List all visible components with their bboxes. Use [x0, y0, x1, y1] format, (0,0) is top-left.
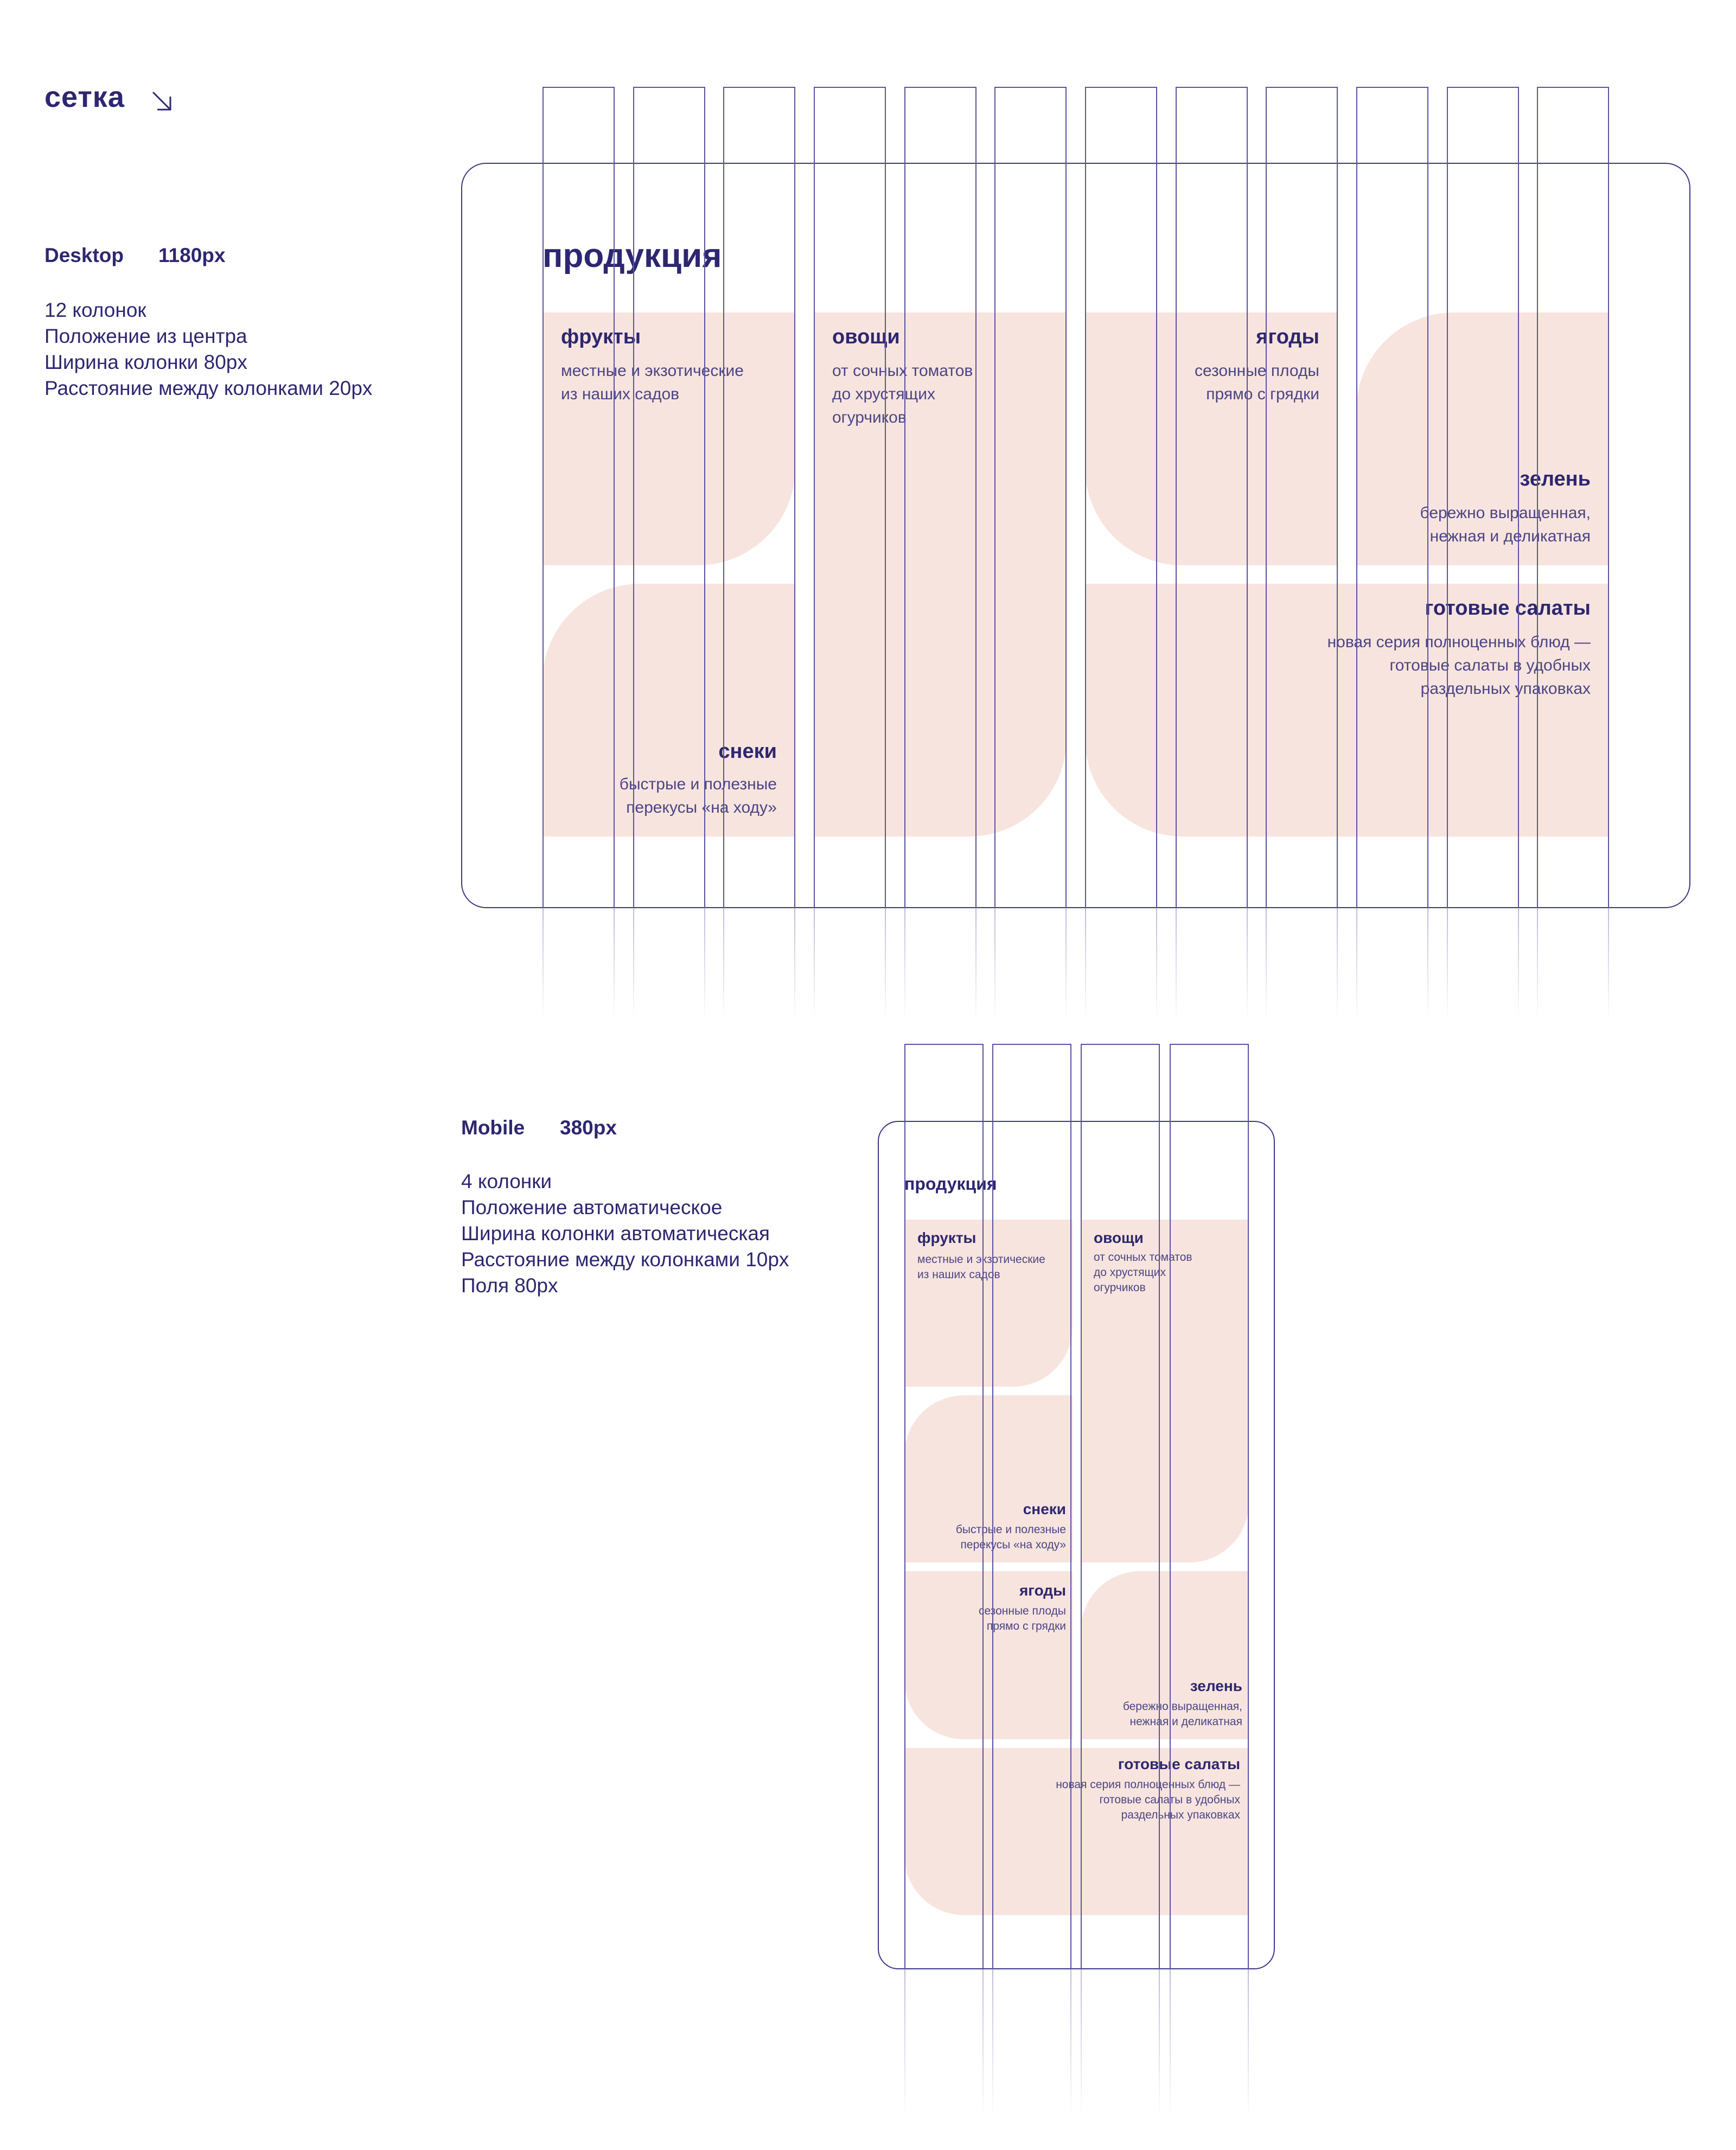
card-desc: местные и экзотические из наших садов — [917, 1253, 1045, 1281]
mobile-spec: Положение автоматическое — [461, 1196, 723, 1218]
card-desc: быстрые и полезные перекусы «на ходу» — [619, 775, 777, 816]
desktop-card-salads[interactable] — [1085, 584, 1609, 837]
arrow-down-right-icon — [150, 89, 174, 113]
desktop-card-snacks[interactable] — [542, 584, 795, 837]
page-title: сетка — [44, 81, 125, 113]
card-title: овощи — [832, 326, 900, 348]
card-desc: от сочных томатов до хрустящих огурчиков — [1094, 1251, 1192, 1294]
card-desc: сезонные плоды прямо с грядки — [978, 1605, 1066, 1632]
desktop-card-berries[interactable] — [1085, 312, 1338, 565]
card-desc: от сочных томатов до хрустящих огурчиков — [832, 362, 973, 426]
card-desc: сезонные плоды прямо с грядки — [1194, 362, 1319, 403]
desktop-spec: Расстояние между колонками 20px — [44, 377, 373, 399]
desktop-card-vegetables[interactable] — [814, 312, 1067, 837]
card-title: зелень — [1520, 468, 1591, 490]
desktop-products-title: продукция — [542, 237, 722, 275]
mobile-card-snacks[interactable] — [904, 1395, 1073, 1562]
card-desc: быстрые и полезные перекусы «на ходу» — [955, 1523, 1066, 1551]
mobile-width: 380px — [560, 1117, 617, 1139]
card-title: готовые салаты — [1425, 597, 1591, 620]
card-title: ягоды — [1256, 326, 1319, 348]
card-desc: новая серия полноценных блюд — готовые салаты в удобных раздельных упаковках — [1056, 1778, 1240, 1821]
desktop-spec: Положение из центра — [44, 325, 247, 347]
mobile-card-berries[interactable] — [904, 1571, 1073, 1739]
mobile-card-fruits[interactable] — [904, 1220, 1073, 1387]
card-title: снеки — [718, 740, 777, 763]
mobile-label: Mobile — [461, 1117, 525, 1139]
card-title: фрукты — [917, 1229, 976, 1246]
mobile-products-title: продукция — [904, 1174, 997, 1194]
mobile-spec: Поля 80px — [461, 1274, 558, 1297]
card-desc: бережно выращенная, нежная и деликатная — [1420, 504, 1591, 545]
desktop-card-fruits[interactable] — [542, 312, 795, 565]
mobile-spec: Расстояние между колонками 10px — [461, 1248, 789, 1271]
card-title: ягоды — [1019, 1582, 1066, 1599]
mobile-spec: Ширина колонки автоматическая — [461, 1222, 770, 1245]
card-title: снеки — [1023, 1501, 1066, 1517]
mobile-spec: 4 колонки — [461, 1170, 552, 1192]
desktop-card-greens[interactable] — [1356, 312, 1609, 565]
desktop-label: Desktop — [44, 244, 124, 266]
mobile-card-greens[interactable] — [1081, 1571, 1249, 1739]
card-desc: бережно выращенная, нежная и деликатная — [1122, 1700, 1242, 1728]
desktop-spec: 12 колонок — [44, 299, 146, 321]
card-title: фрукты — [561, 326, 641, 348]
card-title: овощи — [1094, 1229, 1144, 1246]
card-desc: местные и экзотические из наших садов — [561, 362, 744, 403]
mobile-card-salads[interactable] — [904, 1748, 1249, 1915]
desktop-spec: Ширина колонки 80px — [44, 351, 247, 373]
card-title: зелень — [1190, 1677, 1242, 1694]
card-desc: новая серия полноценных блюд — готовые салаты в удобных раздельных упаковках — [1327, 633, 1591, 698]
desktop-width: 1180px — [158, 244, 226, 266]
card-title: готовые салаты — [1118, 1756, 1240, 1772]
mobile-card-vegetables[interactable] — [1081, 1220, 1249, 1562]
